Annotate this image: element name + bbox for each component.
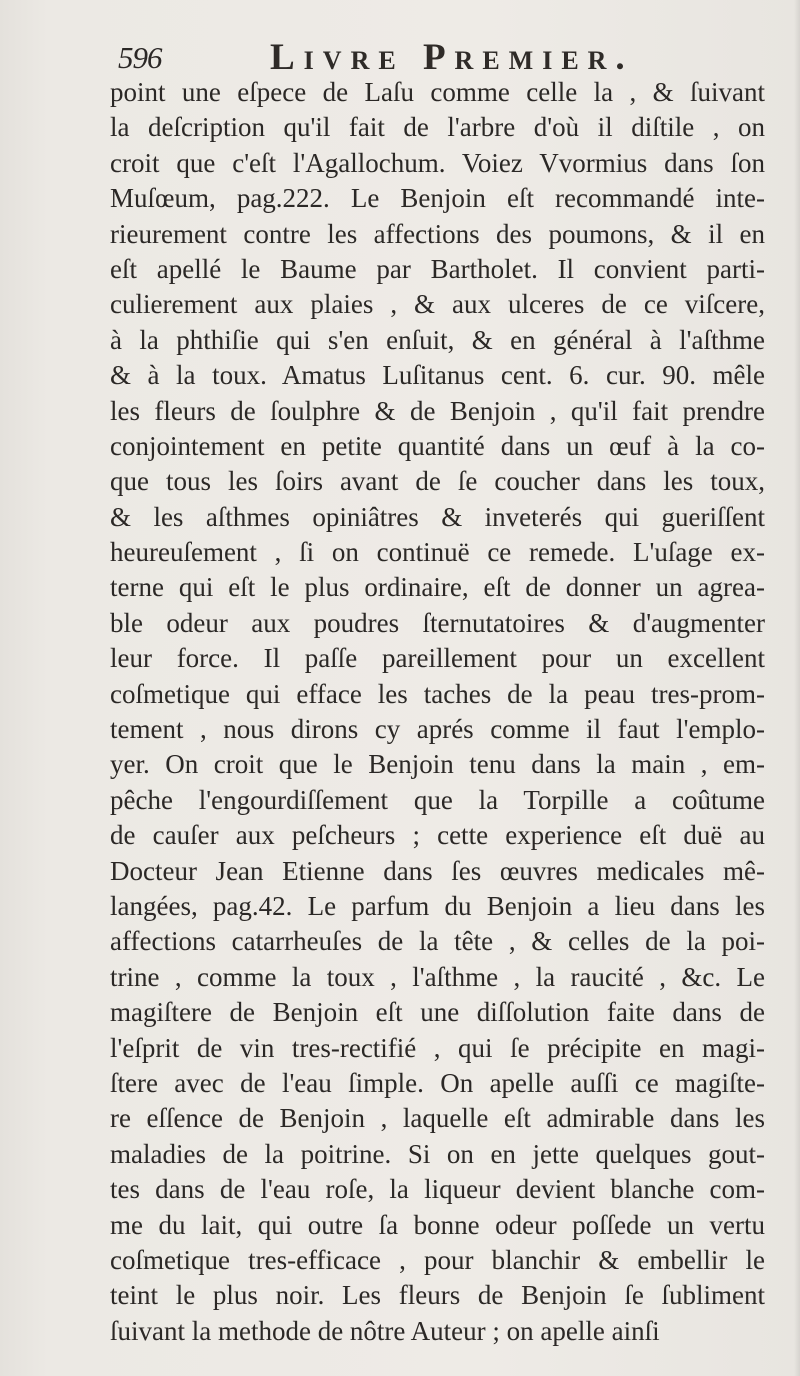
text-line: & à la toux. Amatus Luſitanus cent. 6. cur. 90. mêle: [110, 360, 765, 391]
text-line: trine , comme la toux , l'aſthme , la raucité , &c. Le: [110, 961, 765, 992]
text-line: à la phthiſie qui s'en enſuit, & en général à l'aſthme: [110, 324, 765, 355]
text-line: que tous les ſoirs avant de ſe coucher dans les toux,: [110, 466, 765, 497]
text-line: maladies de la poitrine. Si on en jette quelques gout-: [110, 1138, 765, 1169]
text-line: la deſcription qu'il fait de l'arbre d'où il diſtile , on: [110, 112, 765, 143]
text-line: & les aſthmes opiniâtres & inveterés qui gueriſſent: [110, 501, 765, 532]
body-text: [110, 75, 765, 1349]
page-number: 596: [118, 40, 162, 75]
running-title: Livre Premier.: [270, 37, 634, 78]
page-edge-shadow: [794, 0, 800, 1376]
text-line: heureuſement , ſi on continuë ce remede. L'uſage ex-: [110, 537, 765, 568]
text-line: leur force. Il paſſe pareillement pour un excellent: [110, 643, 765, 674]
text-line: re eſſence de Benjoin , laquelle eſt admirable dans les: [110, 1103, 765, 1134]
text-line: me du lait, qui outre ſa bonne odeur poſſede un vertu: [110, 1209, 765, 1240]
text-line: langées, pag.42. Le parfum du Benjoin a lieu dans les: [110, 890, 765, 921]
text-line: Muſœum, pag.222. Le Benjoin eſt recommandé inte-: [110, 183, 765, 214]
text-line: l'eſprit de vin tres-rectifié , qui ſe précipite en magi-: [110, 1032, 765, 1063]
text-line: teint le plus noir. Les fleurs de Benjoin ſe ſubliment: [110, 1280, 765, 1311]
text-line: les fleurs de ſoulphre & de Benjoin , qu'il fait prendre: [110, 395, 765, 426]
text-line: croit que c'eſt l'Agallochum. Voiez Vvormius dans ſon: [110, 147, 765, 178]
text-line: yer. On croit que le Benjoin tenu dans la main , em-: [110, 749, 765, 780]
text-line: ſuivant la methode de nôtre Auteur ; on apelle ainſi: [110, 1315, 660, 1346]
text-line: tement , nous dirons cy aprés comme il faut l'emplo-: [110, 714, 765, 745]
text-line: magiſtere de Benjoin eſt une diſſolution faite dans de: [110, 997, 765, 1028]
text-line: culierement aux plaies , & aux ulceres de ce viſcere,: [110, 289, 765, 320]
text-line: coſmetique tres-efficace , pour blanchir & embellir le: [110, 1244, 765, 1275]
text-line: ſtere avec de l'eau ſimple. On apelle auſſi ce magiſte-: [110, 1067, 765, 1098]
text-line: conjointement en petite quantité dans un œuf à la co-: [110, 430, 765, 461]
text-line: tes dans de l'eau roſe, la liqueur devient blanche com-: [110, 1174, 765, 1205]
text-line: Docteur Jean Etienne dans ſes œuvres medicales mê-: [110, 855, 765, 886]
text-line: terne qui eſt le plus ordinaire, eſt de donner un agrea-: [110, 572, 765, 603]
text-line: point une eſpece de Laſu comme celle la , & ſuivant: [110, 77, 765, 107]
text-line: rieurement contre les affections des poumons, & il en: [110, 218, 765, 249]
text-line: coſmetique qui efface les taches de la peau tres-prom-: [110, 678, 765, 709]
text-line: eſt apellé le Baume par Bartholet. Il convient parti-: [110, 253, 765, 284]
text-line: de cauſer aux peſcheurs ; cette experience eſt duë au: [110, 820, 765, 851]
text-line: ble odeur aux poudres ſternutatoires & d'augmenter: [110, 607, 765, 638]
text-line: pêche l'engourdiſſement que la Torpille a coûtume: [110, 784, 765, 815]
text-line: affections catarrheuſes de la tête , & celles de la poi-: [110, 926, 765, 957]
page-header: [118, 30, 778, 80]
